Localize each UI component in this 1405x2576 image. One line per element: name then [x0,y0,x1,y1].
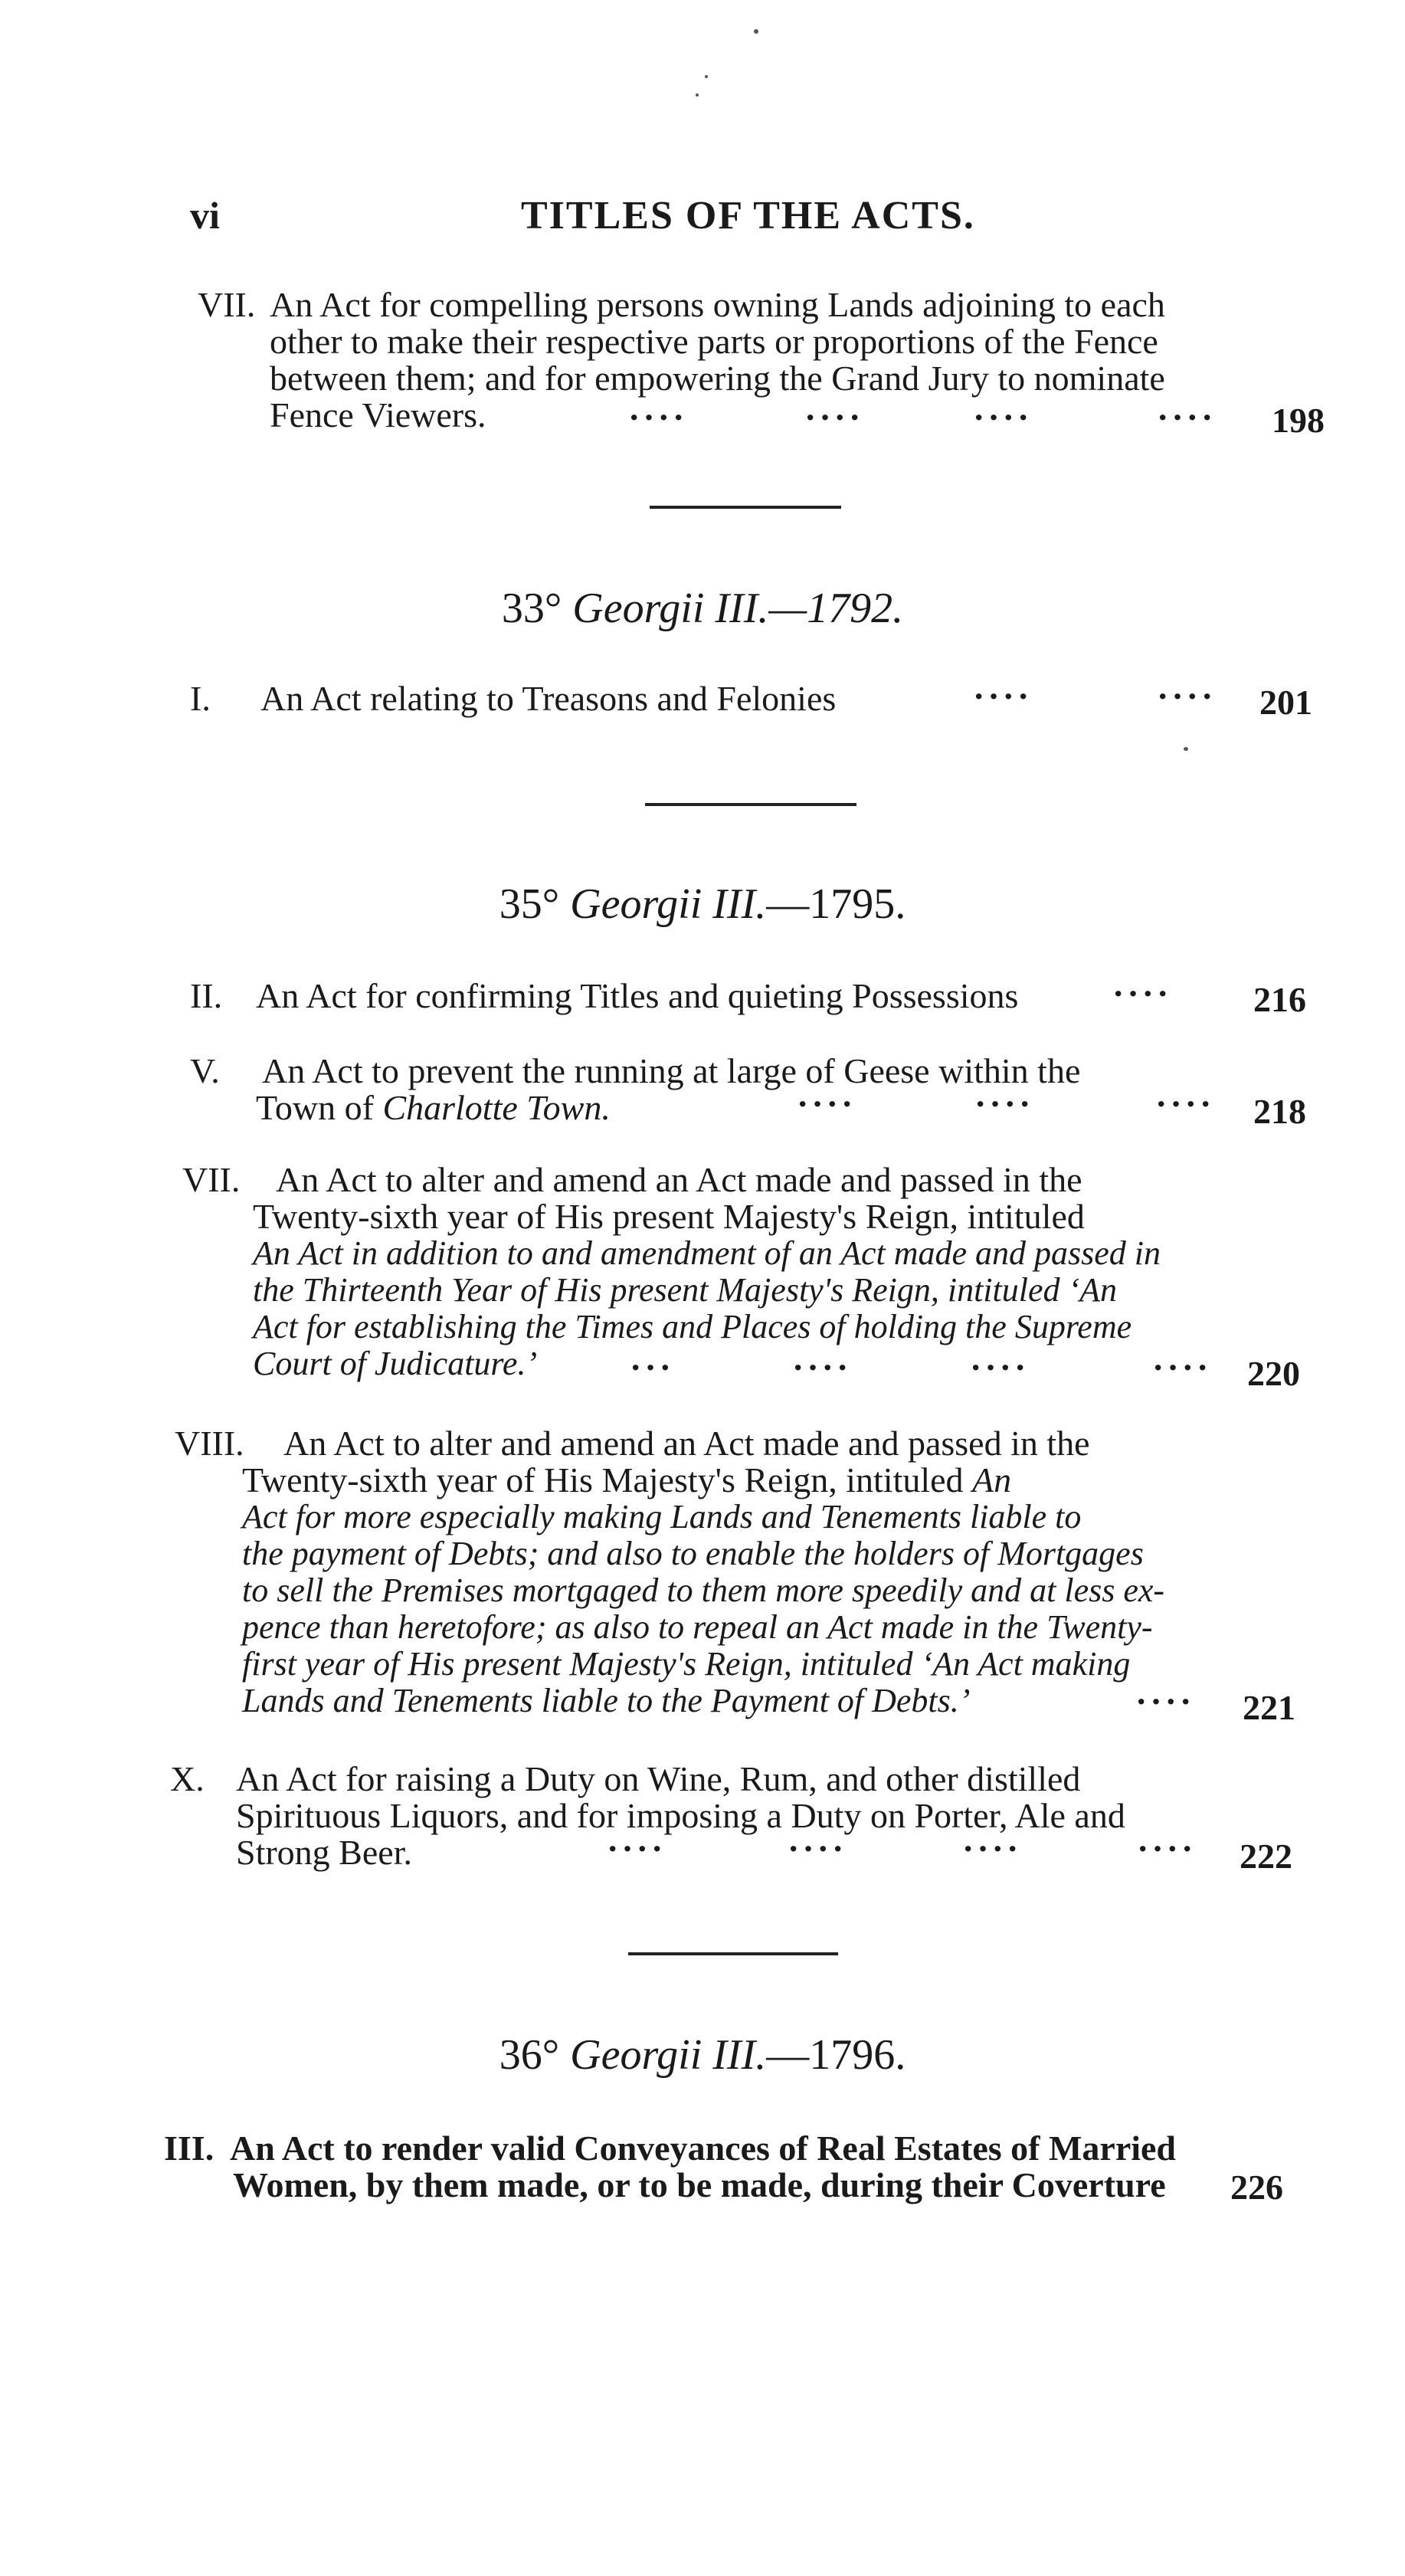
act-title-line: Women, by them made, or to be made, during their Coverture [233,2165,1166,2204]
act-title-line: An Act for raising a Duty on Wine, Rum, and other distilled [236,1759,1081,1798]
leader-dots: ···· [1157,398,1217,437]
leader-dots: ···· [797,1084,856,1123]
regnal-year: 35° [499,880,560,928]
act-title-line: Act for more especially making Lands and Tenements liable to [242,1498,1082,1535]
page-title: TITLES OF THE ACTS. [521,194,975,238]
page-reference: 222 [1240,1837,1292,1876]
leader-dots: ···· [1152,1348,1212,1387]
reign-name: Georgii III. [570,880,767,928]
act-title-line: Court of Judicature.’ [253,1345,538,1382]
act-title-line: An Act relating to Treasons and Felonies [260,679,837,718]
leader-dots: ···· [607,1829,666,1868]
act-title-line: Fence Viewers. [270,395,486,434]
reign-name: Georgii III. [570,2031,767,2079]
regnal-year: 36° [499,2031,560,2079]
section-divider [628,1952,838,1955]
leader-dots: ···· [970,1348,1030,1387]
section-heading [0,2030,1405,2079]
regnal-year: 33° [501,585,562,632]
ink-speck [705,75,708,78]
page-reference: 216 [1253,980,1306,1019]
leader-dots: ···· [792,1348,852,1387]
leader-dots: ···· [973,677,1033,716]
leader-dots: ···· [962,1829,1022,1868]
page-reference: 218 [1253,1092,1306,1131]
section-divider [650,506,841,509]
act-title-line: between them; and for empowering the Grand Jury to nominate [270,359,1165,398]
act-entry-vii [182,1162,1316,1391]
leader-dots: ···· [1157,677,1217,716]
ink-speck [754,29,758,34]
act-title-line: An Act to prevent the running at large of Geese within the [262,1051,1081,1090]
act-title-line: the Thirteenth Year of His present Majesty's Reign, intituled ‘An [253,1271,1118,1309]
act-number: II. [190,976,223,1015]
page-reference: 226 [1230,2168,1283,2207]
act-number: V. [190,1051,220,1090]
act-title-line: An Act for confirming Titles and quieting Possessions [256,976,1019,1015]
act-title-line [242,1462,1011,1499]
section-divider [645,803,856,806]
act-title-text: Twenty-sixth year of His Majesty's Reign, intituled [242,1460,973,1499]
ink-speck [696,93,699,97]
act-title-line: to sell the Premises mortgaged to them more speedily and at less ex- [242,1571,1165,1609]
act-entry-v [190,1053,1301,1129]
act-title-line: Twenty-sixth year of His present Majesty's Reign, intituled [253,1197,1085,1236]
leader-dots: ···· [1112,974,1172,1013]
act-title-line: first year of His present Majesty's Reign, intituled ‘An Act making [242,1645,1131,1683]
calendar-year: —1795. [766,880,906,928]
act-title-line: An Act to alter and amend an Act made and passed in the [276,1160,1082,1199]
leader-dots: ···· [804,398,864,437]
act-title-line: other to make their respective parts or proportions of the Fence [270,322,1158,361]
act-title-line: Lands and Tenements liable to the Payment of Debts.’ [242,1682,971,1719]
act-number: VII. [182,1160,241,1199]
act-title-line: Strong Beer. [236,1833,412,1872]
calendar-year: —1792. [768,585,904,632]
act-title-line [256,1090,611,1126]
ink-speck [1184,747,1188,751]
act-title-line: pence than heretofore; as also to repeal an Act made in the Twenty- [242,1608,1153,1646]
act-title-line: Act for establishing the Times and Places of holding the Supreme [253,1308,1132,1345]
act-title-line: An Act in addition to and amendment of an Act made and passed in [253,1234,1161,1272]
act-number: VIII. [175,1424,244,1463]
act-title-italic: An [972,1460,1012,1499]
leader-dots: ···· [1137,1829,1197,1868]
section-heading [0,584,1405,633]
leader-dots: ···· [974,1084,1034,1123]
leader-dots: ···· [788,1829,847,1868]
page-reference: 221 [1243,1688,1295,1727]
act-title-line: the payment of Debts; and also to enable the holders of Mortgages [242,1535,1144,1572]
leader-dots: ···· [1155,1084,1215,1123]
act-title-line: An Act to render valid Conveyances of Real Estates of Married [230,2129,1177,2168]
act-entry-vii [198,287,1308,440]
leader-dots: ···· [628,398,688,437]
act-number: I. [190,679,211,718]
act-title-line: Spirituous Liquors, and for imposing a Duty on Porter, Ale and [236,1796,1125,1835]
section-heading [0,880,1405,929]
act-title-line: An Act for compelling persons owning Lands adjoining to each [270,285,1165,324]
leader-dots: ··· [630,1348,675,1387]
reign-name: Georgii III. [572,585,769,632]
act-title-line: An Act to alter and amend an Act made and passed in the [283,1424,1090,1463]
page-reference: 198 [1272,401,1325,440]
page-reference: 220 [1247,1354,1300,1393]
calendar-year: —1796. [766,2031,906,2079]
act-entry-i [190,680,1301,719]
leader-dots: ···· [973,398,1033,437]
act-number: III. [164,2129,215,2168]
act-title-text: Town of [256,1088,383,1127]
act-number: VII. [198,285,256,324]
act-entry-iii [164,2130,1313,2207]
leader-dots: ···· [1135,1682,1195,1721]
page-reference: 201 [1259,683,1312,722]
page-number: vi [190,194,220,237]
act-number: X. [170,1759,205,1798]
place-name: Charlotte Town. [382,1088,611,1127]
